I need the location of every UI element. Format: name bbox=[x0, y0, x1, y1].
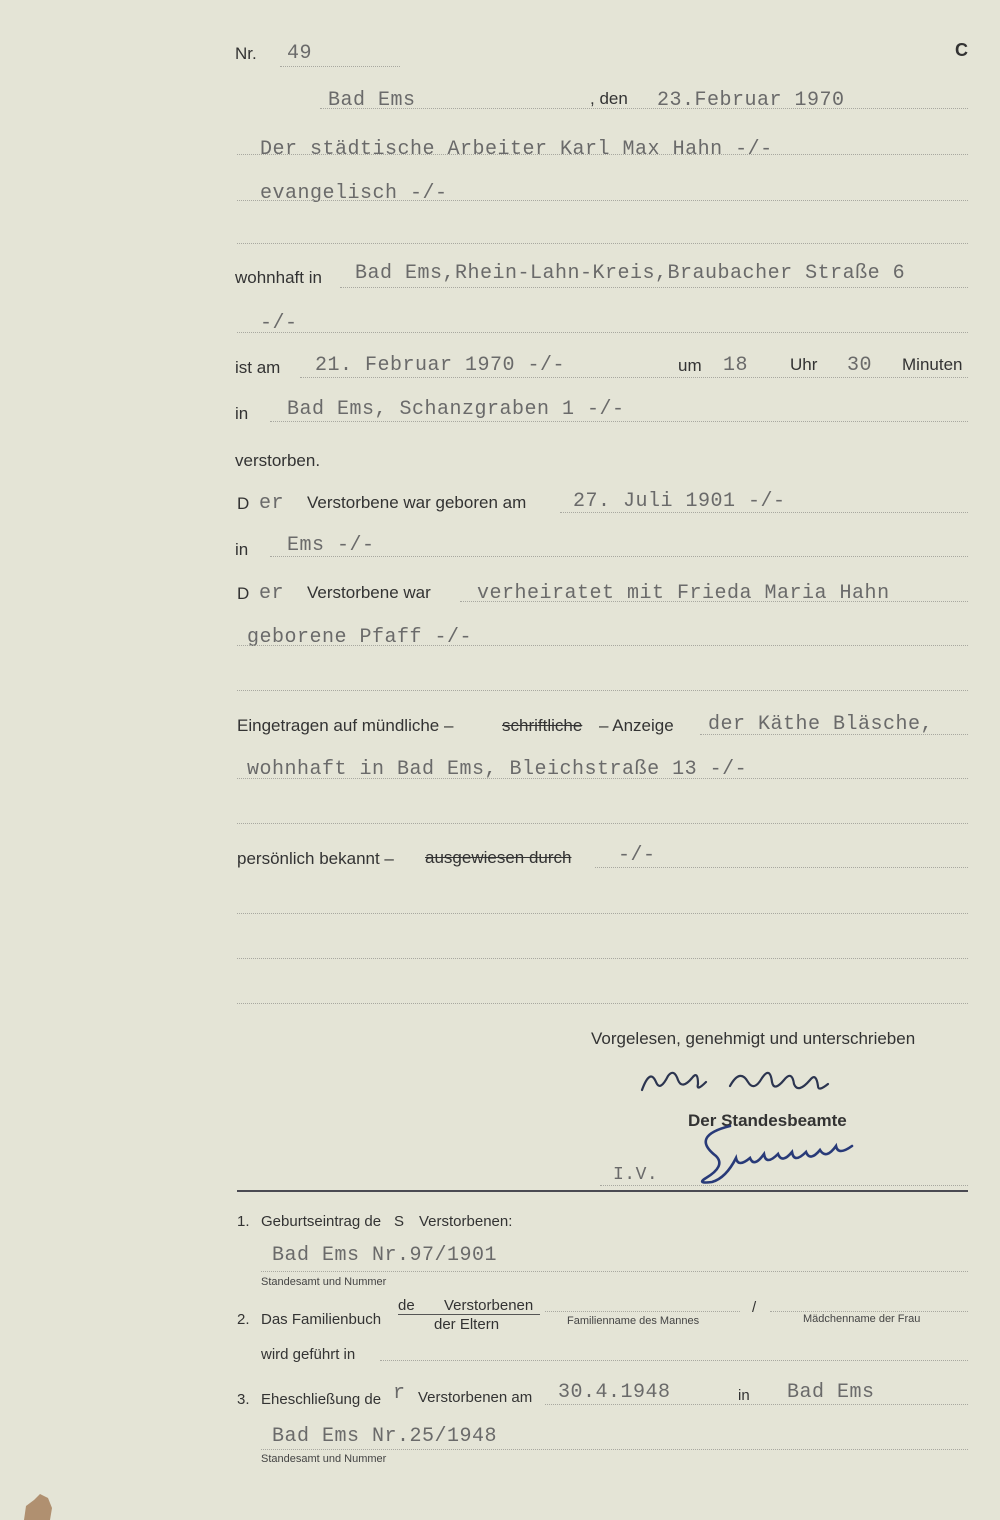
date-value: 23.Februar 1970 bbox=[657, 89, 845, 112]
registrar-signature bbox=[690, 1118, 940, 1188]
rule bbox=[270, 421, 968, 422]
note-3-date: 30.4.1948 bbox=[558, 1381, 671, 1404]
note-3-r: r bbox=[393, 1382, 406, 1405]
rule bbox=[320, 108, 968, 109]
birth-date-value: 27. Juli 1901 -/- bbox=[573, 490, 786, 513]
registration-value-2: wohnhaft in Bad Ems, Bleichstraße 13 -/- bbox=[247, 758, 748, 781]
note-2-caption-wife: Mädchenname der Frau bbox=[803, 1313, 921, 1325]
registrar-label: Der Standesbeamte bbox=[688, 1111, 847, 1130]
marital-label: Verstorbene war bbox=[307, 583, 431, 602]
den-label: , den bbox=[590, 89, 628, 108]
birth-place-label: in bbox=[235, 540, 249, 559]
death-date-value: 21. Februar 1970 -/- bbox=[315, 354, 566, 377]
note-1-label: Geburtseintrag de bbox=[261, 1213, 382, 1230]
rule bbox=[595, 867, 968, 868]
rule bbox=[237, 154, 968, 155]
corner-letter: C bbox=[955, 40, 968, 60]
registration-suffix: – Anzeige bbox=[599, 716, 674, 735]
rule bbox=[237, 823, 968, 824]
registration-struck: schriftliche bbox=[502, 716, 583, 735]
rule bbox=[545, 1311, 740, 1312]
note-2-number: 2. bbox=[237, 1311, 250, 1328]
rule bbox=[340, 287, 968, 288]
verstorben-label: verstorben. bbox=[235, 451, 321, 470]
note-1-caption: Standesamt und Nummer bbox=[261, 1276, 387, 1288]
birth-place-value: Ems -/- bbox=[287, 534, 375, 557]
rule bbox=[237, 690, 968, 691]
rule bbox=[261, 1271, 968, 1272]
note-2-de: de bbox=[398, 1297, 415, 1314]
note-3-caption: Standesamt und Nummer bbox=[261, 1453, 387, 1465]
death-place-label: in bbox=[235, 404, 249, 423]
death-place-value: Bad Ems, Schanzgraben 1 -/- bbox=[287, 398, 625, 421]
read-approved-signed: Vorgelesen, genehmigt und unterschrieben bbox=[591, 1029, 916, 1048]
birth-label: Verstorbene war geboren am bbox=[307, 493, 527, 512]
note-3-label-2: Verstorbenen am bbox=[418, 1389, 533, 1406]
note-2-label-2: wird geführt in bbox=[261, 1346, 356, 1363]
rule bbox=[560, 512, 968, 513]
registration-prefix: Eingetragen auf mündliche – bbox=[237, 716, 454, 735]
registration-value: der Käthe Bläsche, bbox=[708, 713, 934, 736]
note-1-number: 1. bbox=[237, 1213, 250, 1230]
rule bbox=[770, 1311, 968, 1312]
marital-er: er bbox=[259, 582, 285, 605]
marital-value: verheiratet mit Frieda Maria Hahn bbox=[477, 582, 890, 605]
note-1-value: Bad Ems Nr.97/1901 bbox=[272, 1244, 498, 1267]
identity-prefix: persönlich bekannt – bbox=[237, 849, 394, 868]
rule bbox=[237, 200, 968, 201]
residence-label: wohnhaft in bbox=[235, 268, 322, 287]
rule bbox=[237, 645, 968, 646]
informant-signature bbox=[630, 1060, 910, 1106]
rule bbox=[460, 601, 968, 602]
note-3-value: Bad Ems Nr.25/1948 bbox=[272, 1425, 498, 1448]
rule bbox=[270, 556, 968, 557]
uhr-label: Uhr bbox=[790, 355, 818, 374]
residence-value-2: -/- bbox=[260, 312, 298, 335]
um-label: um bbox=[678, 356, 702, 375]
identity-struck: ausgewiesen durch bbox=[425, 848, 572, 867]
note-3-in-label: in bbox=[738, 1387, 750, 1404]
fraction-bar bbox=[398, 1314, 540, 1315]
rule bbox=[300, 377, 968, 378]
note-3-number: 3. bbox=[237, 1391, 250, 1408]
rule bbox=[280, 66, 400, 67]
deceased-line-1: Der städtische Arbeiter Karl Max Hahn -/- bbox=[260, 138, 773, 161]
rule bbox=[237, 958, 968, 959]
section-separator bbox=[237, 1190, 968, 1192]
rule bbox=[380, 1360, 968, 1361]
note-3-place: Bad Ems bbox=[787, 1381, 875, 1404]
birth-d: D bbox=[237, 494, 250, 513]
rule bbox=[700, 734, 968, 735]
marital-d: D bbox=[237, 584, 250, 603]
rule bbox=[545, 1404, 968, 1405]
nr-label: Nr. bbox=[235, 44, 257, 63]
note-3-label: Eheschließung de bbox=[261, 1391, 382, 1408]
birth-er: er bbox=[259, 492, 285, 515]
note-2-slash: / bbox=[752, 1299, 757, 1316]
residence-value: Bad Ems,Rhein-Lahn-Kreis,Braubacher Straße 6 bbox=[355, 262, 906, 285]
rule bbox=[237, 332, 968, 333]
note-1-s: S bbox=[394, 1213, 405, 1230]
marital-value-2: geborene Pfaff -/- bbox=[247, 626, 473, 649]
note-2-bottom-option: der Eltern bbox=[434, 1316, 500, 1333]
rule bbox=[237, 1003, 968, 1004]
entry-number: 49 bbox=[287, 42, 313, 65]
place-value: Bad Ems bbox=[328, 89, 416, 112]
note-2-top-option: Verstorbenen bbox=[444, 1297, 534, 1314]
note-2-label: Das Familienbuch bbox=[261, 1311, 382, 1328]
death-minutes: 30 bbox=[847, 354, 873, 377]
rule bbox=[237, 243, 968, 244]
rule bbox=[237, 778, 968, 779]
death-hour: 18 bbox=[723, 354, 749, 377]
minuten-label: Minuten bbox=[902, 355, 963, 374]
deceased-line-2: evangelisch -/- bbox=[260, 182, 448, 205]
note-1-label-2: Verstorbenen: bbox=[419, 1213, 513, 1230]
identity-value: -/- bbox=[618, 844, 656, 867]
note-2-caption-husband: Familienname des Mannes bbox=[567, 1315, 700, 1327]
death-date-label: ist am bbox=[235, 358, 281, 377]
iv-label: I.V. bbox=[613, 1165, 659, 1185]
rule bbox=[261, 1449, 968, 1450]
paper-stain bbox=[18, 1492, 58, 1520]
rule bbox=[237, 913, 968, 914]
